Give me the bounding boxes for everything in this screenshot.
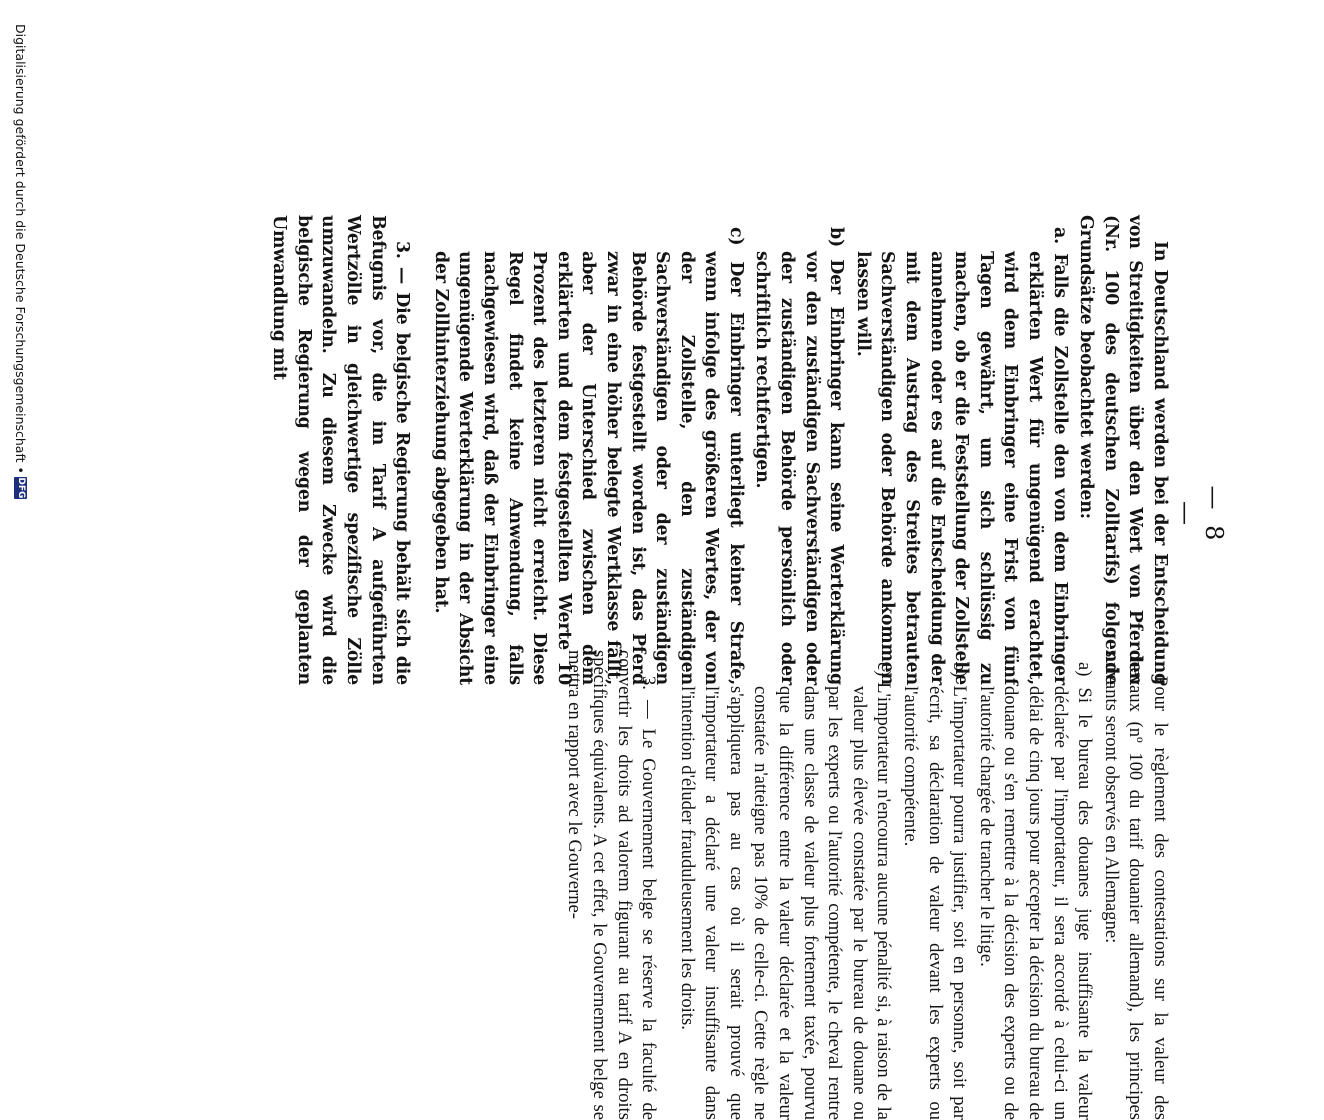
german-item-c: c) Der Einbringer unterliegt keiner Strafe, wenn infolge des größeren Wertes, der von der Zollstelle, den zuständigen Sachverständigen oder der zuständigen Behörde festgestellt worden ist, das Pferd zwar in eine höher belegte Wertklasse fällt, aber der Unterschied zwischen dem erklärten und dem festgestellten Werte 10 Prozent des letzteren nicht erreicht. Diese Regel findet keine Anwendung, falls nachgewiesen wird, daß der Einbringer eine ungenügende Werterklärung in der Absicht der Zollhinterziehung abgegeben hat. xyxy=(430,227,746,685)
digitization-credit xyxy=(13,24,28,499)
french-paragraph-3: 3. — Le Gouvernement belge se réserve la faculté de convertir les droits ad valorem figurant au tarif A en droits spécifiques équivalents. A cet effet, le Gouvernement belge se mettra en rapport avec le Gouverne- xyxy=(564,650,660,1120)
french-intro: Pour le règlement des contestations sur la valeur des chevaux (nº 100 du tarif douanier allemand), les principes suivants seront observés en Allemagne: xyxy=(1100,650,1171,1120)
german-paragraph-3: 3. — Die belgische Regierung behält sich die Befugnis vor, die im Tarif A aufgeführten Wertzölle in gleichwertige spezifische Zölle umzuwandeln. Zu diesem Zwecke wird die belgische Regierung wegen der geplanten Umwandlung mit xyxy=(269,215,413,685)
german-intro: In Deutschland werden bei der Entscheidung von Streitigkeiten über den Wert von Pferden (Nr. 100 des deutschen Zolltarifs) folgende Grundsätze beobachtet werden: xyxy=(1076,215,1170,685)
french-column xyxy=(560,650,1172,1120)
german-column xyxy=(265,215,1172,685)
german-item-b: b) Der Einbringer kann seine Werterklärung vor den zuständigen Sachverständigen oder der zuständigen Behörde persönlich oder schriftlich rechtfertigen. xyxy=(752,227,847,685)
german-item-a: a. Falls die Zollstelle den von dem Einbringer erklärten Wert für ungenügend erachtet, wird dem Einbringer eine Frist von fünf Tagen gewährt, um sich schlüssig zu machen, ob er die Feststellung der Zollstelle annehmen oder es auf die Entscheidung der mit dem Austrag des Streites betrauten Sachverständigen oder Behörde ankommen lassen will. xyxy=(852,227,1070,685)
french-item-b: b) L'importateur pourra justifier, soit en personne, soit par écrit, sa déclaration de valeur devant les experts ou l'autorité compétente. xyxy=(900,662,971,1120)
french-item-c: c) L'importateur n'encourra aucune pénalité si, à raison de la valeur plus élevée constatée par le bureau de douane ou par les experts ou l'autorité compétente, le cheval rentre dans une classe de valeur plus fortement taxée, pourvu que la différence entre la valeur déclarée et la valeur constatée n'atteigne pas 10% de celle-ci. Cette règle ne s'appliquera pas au cas où il serait prouvé que l'importateur a déclaré une valeur insuffisante dans l'intention d'éluder frauduleusement les droits. xyxy=(676,662,895,1120)
credit-text: Digitalisierung gefördert durch die Deutsche Forschungsgemeinschaft • xyxy=(13,24,28,474)
page-number: — 8 — xyxy=(1172,485,1228,545)
dfg-logo: DFG xyxy=(16,477,26,499)
french-item-a: a) Si le bureau des douanes juge insuffisante la valeur déclarée par l'importateur, il sera accordé à celui-ci un délai de cinq jours pour accepter la décision du bureau de douane ou s'en remettre à la décision des experts ou de l'autorité chargée de trancher le litige. xyxy=(975,662,1096,1120)
